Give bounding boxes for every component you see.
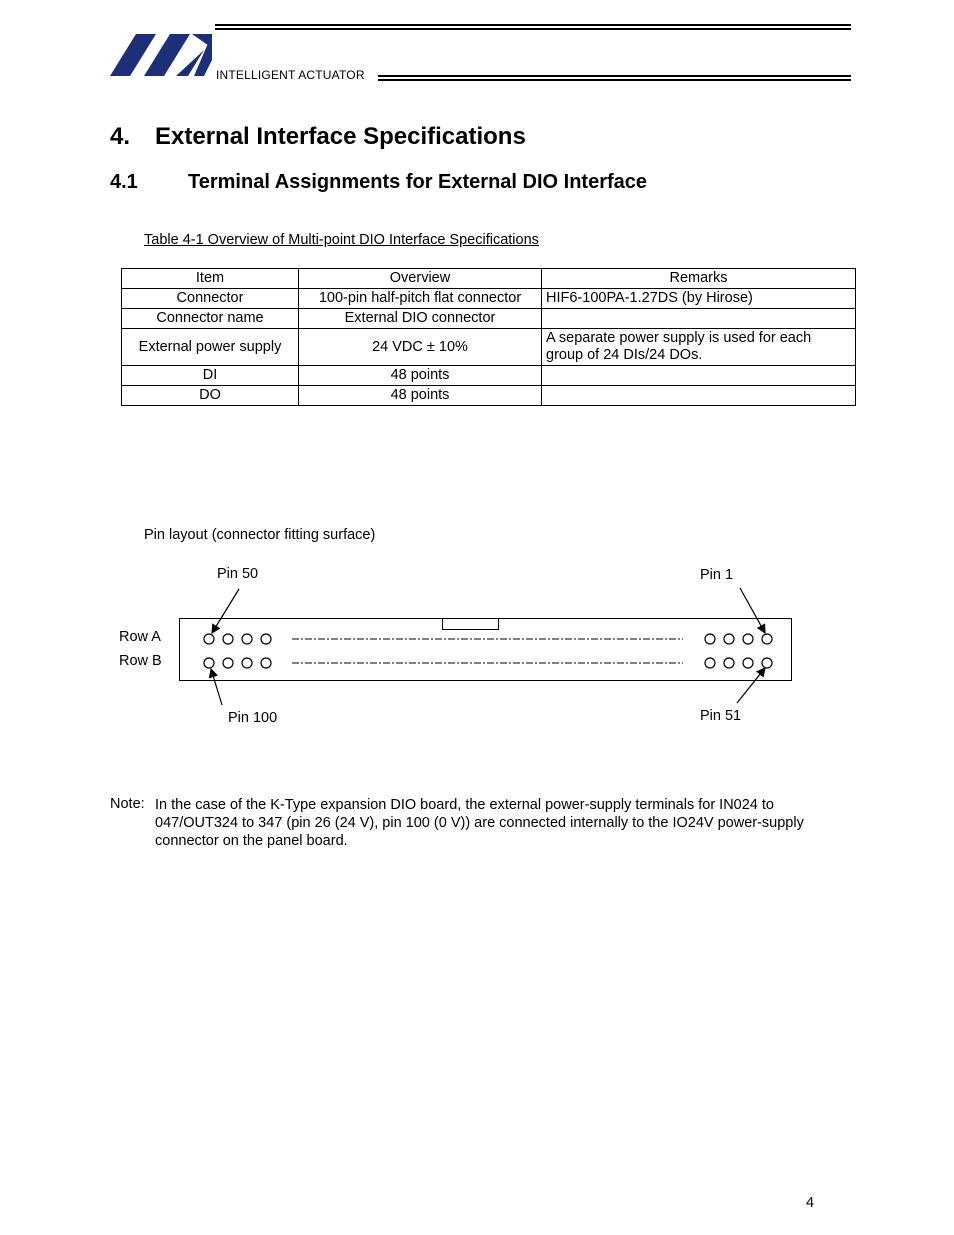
table-cell: A separate power supply is used for each group of 24 DIs/24 DOs.	[542, 329, 856, 366]
table-row	[122, 289, 856, 309]
header-cell: Overview	[299, 269, 542, 289]
note-text: In the case of the K-Type expansion DIO board, the external power-supply terminals for IN024 to 047/OUT324 to 347 (pin 26 (24 V), pin 100 (0 V)) are connected internally to the IO24V power-supply connector on the panel board.	[155, 797, 804, 849]
row-b-pins-right	[705, 658, 772, 668]
row-a-label: Row A	[119, 629, 161, 645]
spec-table	[121, 268, 856, 406]
table-caption: Table 4-1 Overview of Multi-point DIO Interface Specifications	[144, 232, 539, 248]
header-rule-top	[215, 24, 851, 30]
pin50-label: Pin 50	[217, 566, 259, 582]
table-row	[122, 366, 856, 386]
section-title: External Interface Specifications	[155, 123, 526, 150]
row-b-label: Row B	[119, 653, 162, 669]
pin51-label: Pin 51	[700, 708, 742, 724]
table-header-row	[122, 269, 856, 289]
pin100-label: Pin 100	[228, 710, 278, 726]
company-name: INTELLIGENT ACTUATOR	[216, 68, 365, 82]
connector-key	[443, 619, 499, 630]
table-cell: 48 points	[299, 366, 542, 386]
subsection-heading	[110, 171, 647, 194]
table-cell: DI	[122, 366, 299, 386]
pin-layout-caption: Pin layout (connector fitting surface)	[144, 527, 376, 543]
table-cell	[542, 366, 856, 386]
table-row	[122, 386, 856, 406]
table-cell: Connector name	[122, 309, 299, 329]
pin1-arrow	[740, 588, 765, 633]
row-a-pins-right	[705, 634, 772, 644]
row-a-pins-left	[204, 634, 271, 644]
section-number: 4.	[110, 123, 131, 150]
page-number: 4	[806, 1195, 815, 1211]
pin1-label: Pin 1	[700, 567, 734, 583]
note-label: Note:	[110, 796, 145, 812]
row-b-pins-left	[204, 658, 271, 668]
table-cell: 100-pin half-pitch flat connector	[299, 289, 542, 309]
header-cell: Item	[122, 269, 299, 289]
table-cell: External power supply	[122, 329, 299, 366]
pin100-arrow	[211, 669, 222, 705]
table-cell: 48 points	[299, 386, 542, 406]
subsection-number: 4.1	[110, 171, 138, 193]
company-logo	[108, 30, 214, 78]
table-cell: DO	[122, 386, 299, 406]
table-cell	[542, 386, 856, 406]
table-cell	[542, 309, 856, 329]
pin-layout-diagram	[0, 560, 954, 740]
table-row	[122, 329, 856, 366]
table-cell: HIF6-100PA-1.27DS (by Hirose)	[542, 289, 856, 309]
subsection-title: Terminal Assignments for External DIO Interface	[188, 171, 648, 193]
table-cell: Connector	[122, 289, 299, 309]
pin51-arrow	[737, 668, 765, 703]
table-cell: 24 VDC ± 10%	[299, 329, 542, 366]
header-cell: Remarks	[542, 269, 856, 289]
header-rule-bottom	[378, 75, 851, 81]
section-heading	[110, 123, 526, 151]
table-row	[122, 309, 856, 329]
table-cell: External DIO connector	[299, 309, 542, 329]
pin50-arrow	[212, 589, 239, 633]
